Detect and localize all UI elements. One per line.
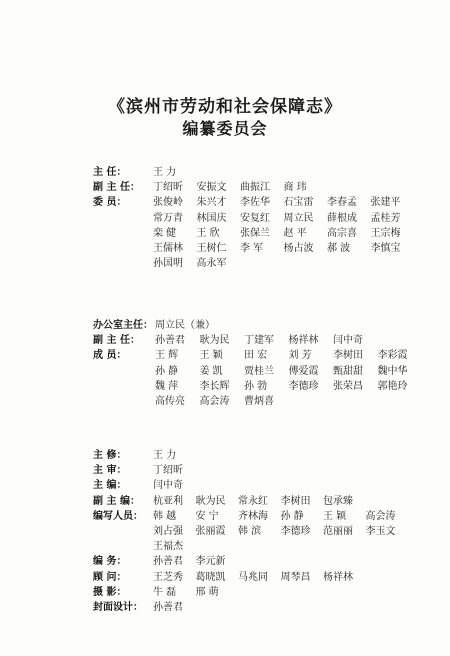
person-name: 杨祥林 bbox=[323, 571, 353, 583]
person-name: 李树田 bbox=[333, 350, 363, 362]
person-name: 葛晓凯 bbox=[195, 571, 226, 583]
role-row bbox=[93, 348, 433, 409]
role-label: 副 主 任： bbox=[93, 335, 140, 347]
person-name: 孙国明 bbox=[153, 258, 183, 270]
committee-heading: 编纂委员会 bbox=[182, 119, 268, 138]
person-name: 赵 平 bbox=[283, 227, 307, 239]
name-list bbox=[153, 509, 408, 555]
role-row bbox=[93, 195, 433, 271]
person-name: 高会涛 bbox=[199, 396, 230, 408]
role-label: 主 编： bbox=[93, 480, 127, 492]
name-list bbox=[155, 318, 422, 333]
person-name: 李慎宝 bbox=[370, 243, 401, 255]
person-name: 丁绍昕 bbox=[153, 465, 183, 477]
person-name: 魏 萍 bbox=[155, 380, 179, 392]
person-name: 闫中奇 bbox=[333, 335, 363, 347]
leadership-section bbox=[93, 165, 433, 271]
person-name: 韩 滨 bbox=[238, 526, 262, 538]
person-name: 丁绍昕 bbox=[153, 182, 183, 194]
person-name: 林国庆 bbox=[196, 212, 227, 224]
person-name: 王福杰 bbox=[153, 541, 183, 553]
role-label: 摄 影： bbox=[93, 586, 127, 598]
name-list bbox=[155, 333, 422, 348]
person-name: 李德珍 bbox=[280, 526, 311, 538]
role-row bbox=[93, 448, 433, 463]
person-name: 张荣昌 bbox=[333, 380, 363, 392]
person-name: 王 颖 bbox=[323, 510, 347, 522]
person-name: 姜 凯 bbox=[199, 365, 223, 377]
role-row bbox=[93, 463, 433, 478]
name-list bbox=[153, 448, 408, 463]
person-name: 甄甜甜 bbox=[333, 365, 363, 377]
name-list bbox=[153, 600, 408, 615]
role-row bbox=[93, 333, 433, 348]
person-name: 李树田 bbox=[280, 495, 311, 507]
person-name: 石宝雷 bbox=[283, 197, 314, 209]
book-title: 《滨州市劳动和社会保障志》 bbox=[108, 97, 342, 117]
role-label: 编 务： bbox=[93, 556, 127, 568]
person-name: 马兆同 bbox=[238, 571, 268, 583]
person-name: 王 力 bbox=[153, 167, 177, 178]
person-name: 牛 磊 bbox=[153, 586, 177, 598]
person-name: 高永军 bbox=[196, 258, 227, 270]
person-name: 朱兴才 bbox=[196, 197, 227, 209]
person-name: 栾 健 bbox=[153, 227, 177, 239]
role-label: 主 修： bbox=[93, 450, 127, 461]
person-name: 闫中奇 bbox=[153, 480, 183, 492]
person-name: 王芝秀 bbox=[153, 571, 183, 583]
person-name: 孟桂芳 bbox=[370, 212, 401, 224]
person-name: 齐林海 bbox=[238, 510, 268, 522]
person-name: 王 颖 bbox=[199, 350, 223, 362]
person-name: 孙善君 bbox=[155, 335, 185, 347]
name-list bbox=[153, 195, 414, 271]
name-list bbox=[153, 165, 414, 180]
name-list bbox=[153, 554, 408, 569]
person-name: 李长辉 bbox=[199, 380, 230, 392]
role-row bbox=[93, 165, 433, 180]
person-name: 安 宁 bbox=[195, 510, 219, 522]
person-name: 张丽霞 bbox=[195, 526, 226, 538]
person-name: 薛根成 bbox=[327, 212, 357, 224]
role-row bbox=[93, 478, 433, 493]
office-section bbox=[93, 318, 433, 409]
person-name: 曹炳喜 bbox=[244, 396, 274, 408]
person-name: 郝 波 bbox=[327, 243, 351, 255]
person-name: 高会涛 bbox=[365, 510, 396, 522]
person-name: 安振文 bbox=[196, 182, 227, 194]
person-name: 李彩霞 bbox=[377, 350, 408, 362]
person-name: 李德珍 bbox=[288, 380, 319, 392]
person-name: 耿为民 bbox=[199, 335, 230, 347]
person-name: 孙 勃 bbox=[244, 380, 268, 392]
person-name: 王 欣 bbox=[196, 227, 220, 239]
person-name: 刘 芳 bbox=[288, 350, 312, 362]
role-label: 委 员： bbox=[93, 197, 127, 209]
role-row bbox=[93, 180, 433, 195]
person-name: 贾桂兰 bbox=[244, 365, 274, 377]
role-row bbox=[93, 570, 433, 585]
role-label: 封面设计： bbox=[93, 602, 143, 614]
person-name: 周立民 bbox=[283, 212, 314, 224]
person-name: 孙 静 bbox=[155, 365, 179, 377]
person-name: 王 辉 bbox=[155, 350, 179, 362]
role-label: 副 主 编： bbox=[93, 495, 140, 507]
role-row bbox=[93, 585, 433, 600]
person-name: 范丽丽 bbox=[323, 526, 353, 538]
person-name: 周琴昌 bbox=[280, 571, 311, 583]
person-name: 杨祥林 bbox=[288, 335, 319, 347]
person-name: 常万青 bbox=[153, 212, 183, 224]
person-name: 高宗喜 bbox=[327, 227, 357, 239]
person-name: 邢 萌 bbox=[195, 586, 219, 598]
role-label: 成 员： bbox=[93, 350, 127, 362]
role-label: 主 审： bbox=[93, 465, 127, 477]
role-label: 主 任： bbox=[93, 167, 127, 178]
person-name: 王树仁 bbox=[196, 243, 227, 255]
person-name: 周立民（兼） bbox=[155, 320, 215, 331]
role-row bbox=[93, 494, 433, 509]
role-label: 顾 问： bbox=[93, 571, 127, 583]
name-list bbox=[153, 463, 408, 478]
person-name: 李佐华 bbox=[240, 197, 270, 209]
name-list bbox=[153, 585, 408, 600]
role-row bbox=[93, 600, 433, 615]
role-row bbox=[93, 318, 433, 333]
role-label: 编写人员： bbox=[93, 510, 143, 522]
person-name: 孙善君 bbox=[153, 556, 183, 568]
person-name: 常永红 bbox=[238, 495, 268, 507]
role-row bbox=[93, 554, 433, 569]
person-name: 商 玮 bbox=[283, 182, 307, 194]
person-name: 王儒林 bbox=[153, 243, 183, 255]
person-name: 包承臻 bbox=[323, 495, 353, 507]
person-name: 郭艳玲 bbox=[377, 380, 408, 392]
person-name: 李元新 bbox=[195, 556, 226, 568]
person-name: 张建平 bbox=[370, 197, 401, 209]
person-name: 李玉文 bbox=[365, 526, 396, 538]
person-name: 孙善君 bbox=[153, 602, 183, 614]
person-name: 曲振江 bbox=[240, 182, 270, 194]
person-name: 丁建军 bbox=[244, 335, 274, 347]
person-name: 孙 静 bbox=[280, 510, 304, 522]
name-list bbox=[155, 348, 422, 409]
editorial-section bbox=[93, 448, 433, 615]
person-name: 刘占强 bbox=[153, 526, 183, 538]
person-name: 杨占波 bbox=[283, 243, 314, 255]
person-name: 魏中华 bbox=[377, 365, 408, 377]
name-list bbox=[153, 478, 408, 493]
name-list bbox=[153, 180, 414, 195]
person-name: 张俊岭 bbox=[153, 197, 183, 209]
person-name: 张保兰 bbox=[240, 227, 270, 239]
person-name: 李 军 bbox=[240, 243, 264, 255]
person-name: 王宗梅 bbox=[370, 227, 401, 239]
role-label: 办公室主任： bbox=[93, 320, 153, 331]
person-name: 安复红 bbox=[240, 212, 270, 224]
person-name: 杭亚利 bbox=[153, 495, 183, 507]
person-name: 韩 越 bbox=[153, 510, 177, 522]
name-list bbox=[153, 494, 408, 509]
person-name: 傅爱霞 bbox=[288, 365, 319, 377]
role-label: 副 主 任： bbox=[93, 182, 140, 194]
person-name: 田 宏 bbox=[244, 350, 268, 362]
role-row bbox=[93, 509, 433, 555]
name-list bbox=[153, 570, 408, 585]
person-name: 李春孟 bbox=[327, 197, 357, 209]
person-name: 耿为民 bbox=[195, 495, 226, 507]
person-name: 王 力 bbox=[153, 450, 177, 461]
person-name: 高传亮 bbox=[155, 396, 185, 408]
